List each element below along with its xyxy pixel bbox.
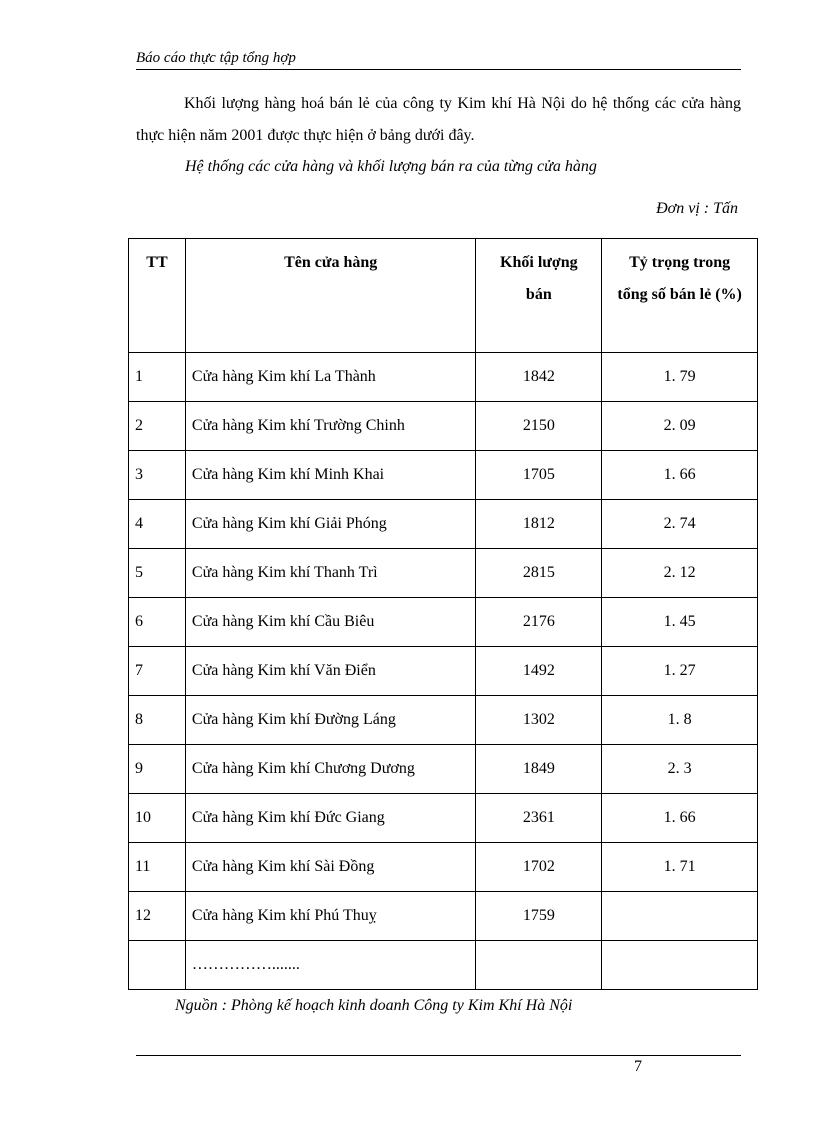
table-row <box>129 353 758 402</box>
row-share: 2. 09 <box>602 402 758 451</box>
row-store-name: Cửa hàng Kim khí Minh Khai <box>185 451 476 500</box>
row-share: 1. 45 <box>602 598 758 647</box>
row-tt <box>129 941 186 990</box>
source-note: Nguồn : Phòng kế hoạch kinh doanh Công ty Kim Khí Hà Nội <box>175 997 573 1014</box>
row-volume: 1812 <box>476 500 602 549</box>
page-number: 7 <box>634 1058 642 1075</box>
table-row <box>129 500 758 549</box>
row-volume: 2176 <box>476 598 602 647</box>
header-volume: Khối lượng bán <box>476 239 602 353</box>
row-store-name: Cửa hàng Kim khí Đức Giang <box>185 794 476 843</box>
row-store-name: Cửa hàng Kim khí Sài Đồng <box>185 843 476 892</box>
row-store-name: Cửa hàng Kim khí Giải Phóng <box>185 500 476 549</box>
row-tt: 4 <box>129 500 186 549</box>
header-tt: TT <box>129 239 186 353</box>
header-store-name: Tên cửa hàng <box>185 239 476 353</box>
row-tt: 9 <box>129 745 186 794</box>
row-share <box>602 892 758 941</box>
table-row <box>129 647 758 696</box>
row-volume: 1759 <box>476 892 602 941</box>
row-tt: 5 <box>129 549 186 598</box>
row-tt: 6 <box>129 598 186 647</box>
row-tt: 2 <box>129 402 186 451</box>
row-share: 1. 79 <box>602 353 758 402</box>
table-row <box>129 843 758 892</box>
footer-divider <box>136 1055 741 1056</box>
row-tt: 1 <box>129 353 186 402</box>
row-tt: 3 <box>129 451 186 500</box>
row-volume <box>476 941 602 990</box>
row-volume: 2150 <box>476 402 602 451</box>
row-share <box>602 941 758 990</box>
row-share: 2. 3 <box>602 745 758 794</box>
row-share: 2. 12 <box>602 549 758 598</box>
intro-paragraph <box>136 88 741 152</box>
intro-text: Khối lượng hàng hoá bán lẻ của công ty Kim khí Hà Nội do hệ thống các cửa hàng thực hiện năm 2001 được thực hiện ở bảng dưới đây. <box>136 95 741 144</box>
row-volume: 1849 <box>476 745 602 794</box>
header-share: Tỷ trọng trong tổng số bán lẻ (%) <box>602 239 758 353</box>
row-tt: 11 <box>129 843 186 892</box>
table-row <box>129 451 758 500</box>
table-row <box>129 598 758 647</box>
table-row <box>129 941 758 990</box>
row-tt: 12 <box>129 892 186 941</box>
row-share: 1. 27 <box>602 647 758 696</box>
row-store-name: Cửa hàng Kim khí Chương Dương <box>185 745 476 794</box>
row-store-name: Cửa hàng Kim khí Văn Điển <box>185 647 476 696</box>
row-share: 2. 74 <box>602 500 758 549</box>
row-tt: 7 <box>129 647 186 696</box>
table-caption: Hệ thống các cửa hàng và khối lượng bán ra của từng cửa hàng <box>185 158 597 175</box>
row-store-name: Cửa hàng Kim khí Trường Chinh <box>185 402 476 451</box>
table-row <box>129 549 758 598</box>
page-header <box>136 50 741 70</box>
row-volume: 1842 <box>476 353 602 402</box>
row-tt: 10 <box>129 794 186 843</box>
row-volume: 1702 <box>476 843 602 892</box>
table-header-row <box>129 239 758 353</box>
table-row <box>129 696 758 745</box>
row-store-name: ……………....... <box>185 941 476 990</box>
row-volume: 1302 <box>476 696 602 745</box>
row-tt: 8 <box>129 696 186 745</box>
row-volume: 1705 <box>476 451 602 500</box>
row-store-name: Cửa hàng Kim khí La Thành <box>185 353 476 402</box>
row-volume: 2361 <box>476 794 602 843</box>
row-store-name: Cửa hàng Kim khí Thanh Trì <box>185 549 476 598</box>
row-volume: 1492 <box>476 647 602 696</box>
table-body <box>129 353 758 990</box>
row-share: 1. 8 <box>602 696 758 745</box>
row-volume: 2815 <box>476 549 602 598</box>
table-row <box>129 794 758 843</box>
stores-table <box>128 238 758 990</box>
unit-label: Đơn vị : Tấn <box>656 200 738 217</box>
table-row <box>129 402 758 451</box>
row-share: 1. 66 <box>602 794 758 843</box>
row-store-name: Cửa hàng Kim khí Cầu Biêu <box>185 598 476 647</box>
header-title: Báo cáo thực tập tổng hợp <box>136 50 296 66</box>
table-row <box>129 892 758 941</box>
row-share: 1. 66 <box>602 451 758 500</box>
row-store-name: Cửa hàng Kim khí Phú Thuỵ <box>185 892 476 941</box>
row-store-name: Cửa hàng Kim khí Đường Láng <box>185 696 476 745</box>
row-share: 1. 71 <box>602 843 758 892</box>
table-row <box>129 745 758 794</box>
